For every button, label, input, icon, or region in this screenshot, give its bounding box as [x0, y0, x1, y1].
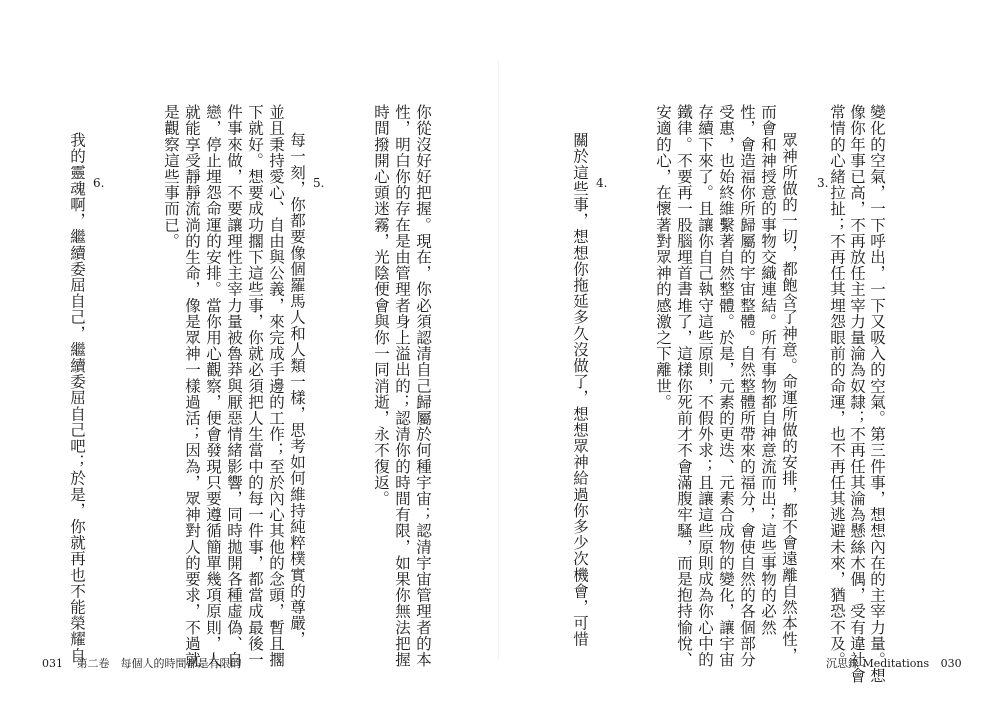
text-column: 並且秉持愛心、自由與公義，來完成手邊的工作；至於內心其他的念頭，暫且擱	[267, 104, 285, 668]
page-number: 031	[42, 657, 63, 670]
text-column: 關於這些事，想想你拖延多久沒做了，想想眾神給過你多少次機會，可惜	[571, 132, 589, 648]
running-header-chapter: 第二卷 每個人的時間都是有限的	[76, 657, 242, 670]
text-column: 性，明白你的存在是由管理者身上溢出的；認清你的時間有限，如果你無法把握	[393, 104, 411, 668]
right-footer	[826, 655, 962, 671]
text-column: 存續下來了。且讓你自己執守這些原則，不假外求；且讓這些原則成為你心中的	[696, 104, 714, 668]
section-number: 6.	[93, 176, 105, 190]
text-column: 受惠，也始終維繫著自然整體。於是，元素的更迭、元素合成物的變化，讓宇宙	[717, 104, 735, 668]
text-column: 常情的心緒拉扯；不再任其埋怨眼前的命運，也不再任其逃避未來，猶恐不及。	[828, 104, 846, 668]
text-column: 變化的空氣，一下呼出，一下又吸入的空氣。第三件事，想想內在的主宰力量。想	[868, 104, 886, 684]
text-column: 下就好。想要成功擱下這些事，你就必須把人生當中的每一件事，都當成最後一	[246, 104, 264, 668]
text-column: 我的靈魂啊，繼續委屈自己，繼續委屈自己吧；於是，你就再也不能榮耀自	[68, 132, 86, 664]
text-column: 安適的心，在懷著對眾神的感激之下離世。	[654, 104, 672, 410]
text-column: 性，會造福你所歸屬的宇宙整體。自然整體所帶來的福分，會使自然的各個部分	[738, 104, 756, 668]
text-column: 戀，停止埋怨命運的安排。當你用心觀察，便會發現只要遵循簡單幾項原則，人	[204, 104, 222, 668]
text-column: 就能享受靜靜流淌的生命，像是眾神一樣過活；因為，眾神對人的要求，不過就	[183, 104, 201, 668]
text-column: 像你年事已高，不再放任主宰力量淪為奴隸；不再任其淪為懸絲木偶，受有違社會	[848, 104, 866, 684]
section-number: 3.	[817, 176, 829, 190]
left-footer	[42, 655, 242, 671]
text-column: 鐵律。不要再一股腦埋首書堆了，這樣你死前才不會滿腹牢騷，而是抱持愉悅、	[675, 104, 693, 668]
running-header-title: 沉思錄 Meditations	[826, 657, 930, 670]
section-number: 5.	[313, 176, 325, 190]
text-column: 時間撥開心頭迷霧，光陰便會與你一同消逝，永不復返。	[372, 104, 390, 507]
page-gutter	[498, 60, 499, 660]
page-number: 030	[940, 657, 962, 670]
text-column: 件事來做，不要讓理性主宰力量被魯莽與厭惡情緒影響，同時拋開各種虛偽、自	[225, 104, 243, 668]
text-column: 是觀察這些事而已。	[162, 104, 180, 249]
text-column: 每一刻，你都要像個羅馬人和人類一樣，思考如何維持純粹樸實的尊嚴，	[288, 132, 306, 648]
text-column: 眾神所做的一切，都飽含了神意。命運所做的安排，都不會遠離自然本性，	[780, 132, 798, 664]
section-number: 4.	[596, 176, 608, 190]
text-column: 而會和神授意的事物交織連結。所有事物都自神意流而出；這些事物的必然	[759, 104, 777, 636]
text-column: 你從沒好好把握。現在，你必須認清自己歸屬於何種宇宙；認清宇宙管理者的本	[414, 104, 432, 668]
